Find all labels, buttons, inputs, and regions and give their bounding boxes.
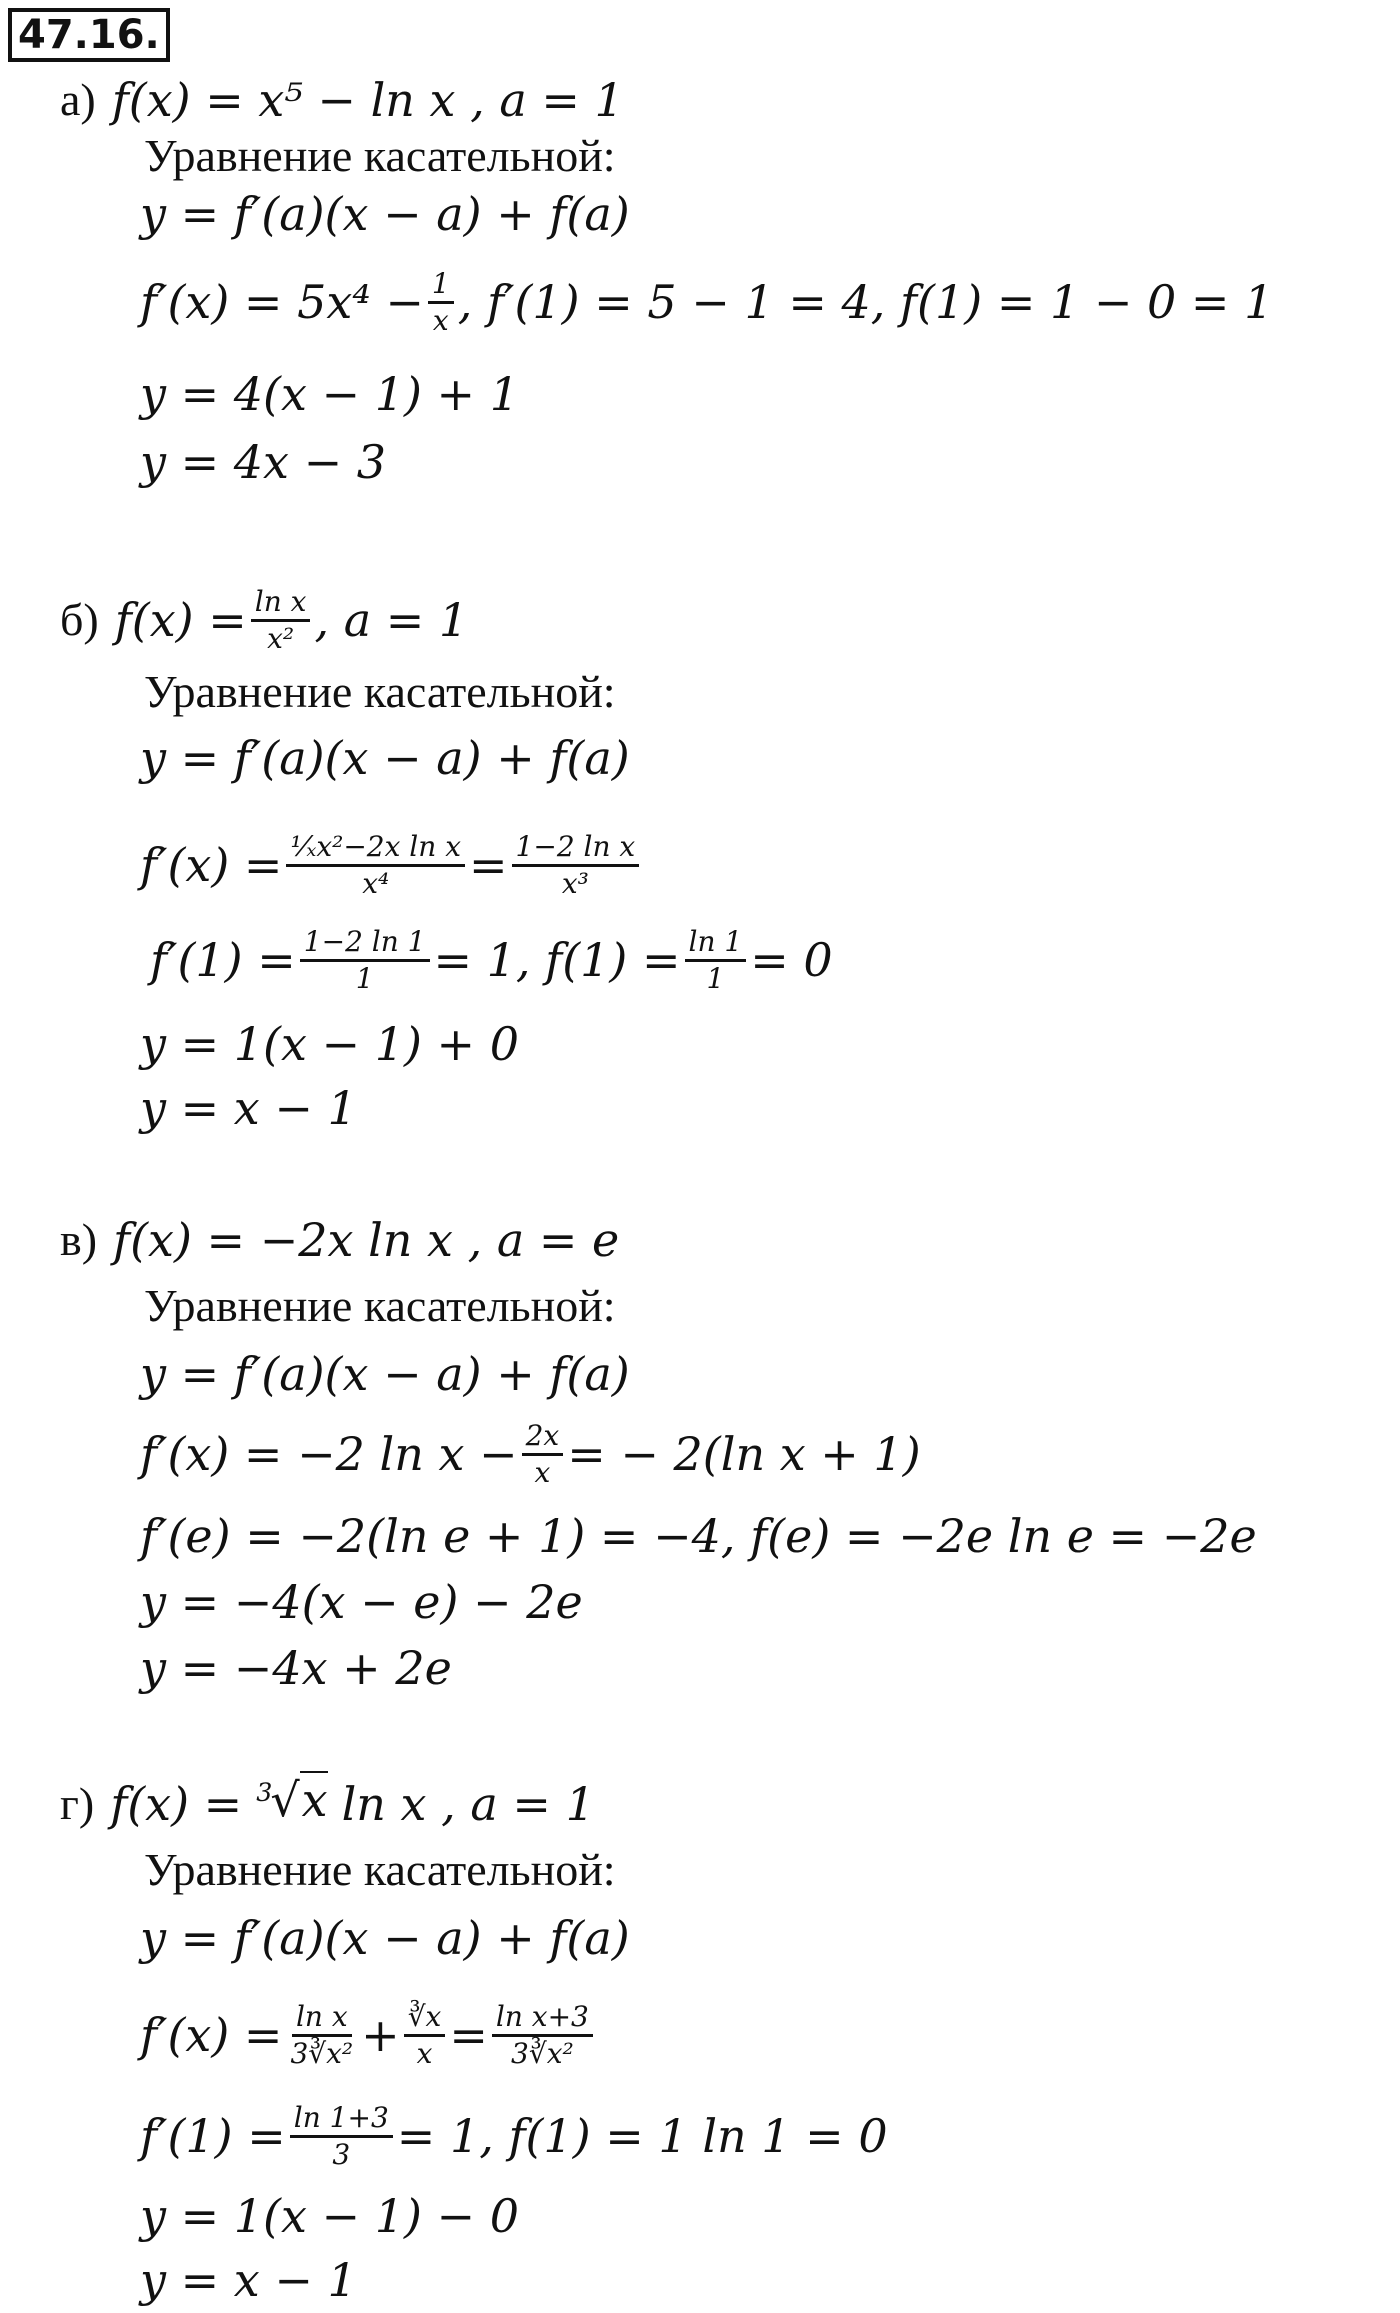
part-c-label: в) (60, 1214, 98, 1265)
fraction-numerator: ln x+3 (492, 2000, 593, 2037)
fraction-numerator: ln x (251, 585, 311, 622)
fraction-denominator: x³ (561, 866, 589, 900)
part-d-deriv-fraction-1 (286, 2000, 357, 2071)
part-a-line1: y = 4(x − 1) + 1 (140, 367, 519, 421)
fraction-numerator: ln x (292, 2000, 352, 2037)
part-b-line2: y = x − 1 (140, 1081, 357, 1135)
part-d-val-left: f′(1) = (140, 2109, 286, 2163)
part-c-tangent-label: Уравнение касательной: (144, 1280, 616, 1331)
part-b-tangent-label: Уравнение касательной: (144, 666, 616, 717)
part-b-tangent-formula: y = f′(a)(x − a) + f(a) (140, 731, 630, 785)
part-d-deriv-fraction-2 (404, 2000, 446, 2071)
part-b-func-left: f(x) = (114, 593, 247, 647)
fraction-denominator: 3∛x² (511, 2036, 574, 2070)
part-a-tangent-label: Уравнение касательной: (144, 130, 616, 181)
part-b-val-left: f′(1) = (150, 933, 296, 987)
part-c-line1: y = −4(x − e) − 2e (140, 1575, 583, 1629)
fraction-denominator: 1 (355, 961, 374, 995)
part-a-label: а) (60, 74, 96, 125)
part-d-line1: y = 1(x − 1) − 0 (140, 2189, 519, 2243)
part-b-func-fraction (251, 585, 311, 656)
fraction-numerator: ln 1+3 (290, 2101, 393, 2138)
part-d-val-fraction (290, 2101, 393, 2172)
part-c-line2: y = −4x + 2e (140, 1641, 452, 1695)
part-b-label: б) (60, 594, 99, 645)
part-d-deriv-left: f′(x) = (140, 2008, 283, 2062)
fraction-denominator: 3∛x² (290, 2036, 354, 2070)
part-d-values (140, 2096, 888, 2176)
part-b-function (60, 580, 468, 660)
part-d-val-right: = 1, f(1) = 1 ln 1 = 0 (396, 2109, 888, 2163)
part-d-tangent-label: Уравнение касательной: (144, 1844, 616, 1895)
fraction-denominator: 1 (706, 961, 725, 995)
part-b-deriv-fraction-2 (512, 830, 640, 901)
part-d-label: г) (60, 1778, 95, 1829)
part-a-tangent-formula: y = f′(a)(x − a) + f(a) (140, 187, 630, 241)
part-d-line2: y = x − 1 (140, 2253, 357, 2307)
fraction-denominator: x (416, 2036, 433, 2070)
part-a-function (60, 72, 624, 128)
part-d-func-left: f(x) = (110, 1777, 243, 1831)
part-c-tangent-formula: y = f′(a)(x − a) + f(a) (140, 1347, 630, 1401)
cube-root: $^3$√x (256, 1773, 328, 1827)
part-c-values: f′(e) = −2(ln e + 1) = −4, f(e) = −2e ln e = −2e (140, 1509, 1257, 1563)
part-c-derivative (140, 1414, 921, 1494)
part-d-deriv-fraction-3 (492, 2000, 593, 2071)
problem-number: 47.16. (8, 8, 170, 62)
root-radicand: x (301, 1773, 328, 1827)
root-index: 3 (256, 1777, 273, 1807)
part-a-deriv-fraction (428, 267, 454, 338)
part-a-deriv-right: , f′(1) = 5 − 1 = 4, f(1) = 1 − 0 = 1 (457, 275, 1274, 329)
part-d-derivative: f′(x) = $\frac{\text{ln x}}{\text{3∛x²}}$ + $\frac{∛x}{x}$ = $\frac{\text{ln x+3}}{\text{3∛x²}}$ (140, 1990, 597, 2080)
part-c-function (60, 1212, 619, 1268)
part-b-val-right: = 0 (750, 933, 833, 987)
part-a-derivative (140, 262, 1273, 342)
fraction-numerator: 1 (428, 267, 454, 304)
part-d-function (60, 1773, 595, 1832)
part-b-func-right: , a = 1 (314, 593, 469, 647)
fraction-numerator: 2x (522, 1419, 564, 1456)
fraction-numerator: ∛x (404, 2000, 446, 2037)
part-c-func: f(x) = −2x ln x , a = e (113, 1213, 620, 1267)
part-b-deriv-left: f′(x) = (140, 838, 283, 892)
part-a-line2: y = 4x − 3 (140, 435, 387, 489)
fraction-numerator: ¹⁄ₓx²−2x ln x (286, 830, 465, 867)
fraction-denominator: x (432, 303, 449, 337)
part-d-tangent-formula: y = f′(a)(x − a) + f(a) (140, 1911, 630, 1965)
part-b-line1: y = 1(x − 1) + 0 (140, 1017, 519, 1071)
part-b-deriv-fraction-1 (286, 830, 465, 901)
part-b-val-mid: = 1, f(1) = (433, 933, 681, 987)
part-b-val-fraction-1 (300, 925, 430, 996)
part-a-deriv-left: f′(x) = 5x⁴ − (140, 275, 424, 329)
fraction-numerator: 1−2 ln x (512, 830, 640, 867)
part-c-deriv-right: = − 2(ln x + 1) (567, 1427, 921, 1481)
fraction-denominator: x² (267, 621, 295, 655)
part-a-func: f(x) = x⁵ − ln x , a = 1 (111, 73, 624, 127)
part-c-deriv-left: f′(x) = −2 ln x − (140, 1427, 518, 1481)
fraction-numerator: ln 1 (685, 925, 747, 962)
part-b-values (150, 920, 833, 1000)
part-b-val-fraction-2 (685, 925, 747, 996)
part-c-deriv-fraction (522, 1419, 564, 1490)
fraction-denominator: 3 (332, 2137, 351, 2171)
fraction-denominator: x (534, 1455, 551, 1489)
part-d-func-right: ln x , a = 1 (341, 1777, 595, 1831)
part-d-deriv-plus: + (361, 2008, 400, 2062)
part-b-derivative: f′(x) = $\frac{\text{¹⁄ₓx²−2x ln x}}{\text{x⁴}}$ = $\frac{\text{1−2 ln x}}{\text{x³}}$ (140, 820, 643, 910)
fraction-numerator: 1−2 ln 1 (300, 925, 430, 962)
fraction-denominator: x⁴ (362, 866, 390, 900)
